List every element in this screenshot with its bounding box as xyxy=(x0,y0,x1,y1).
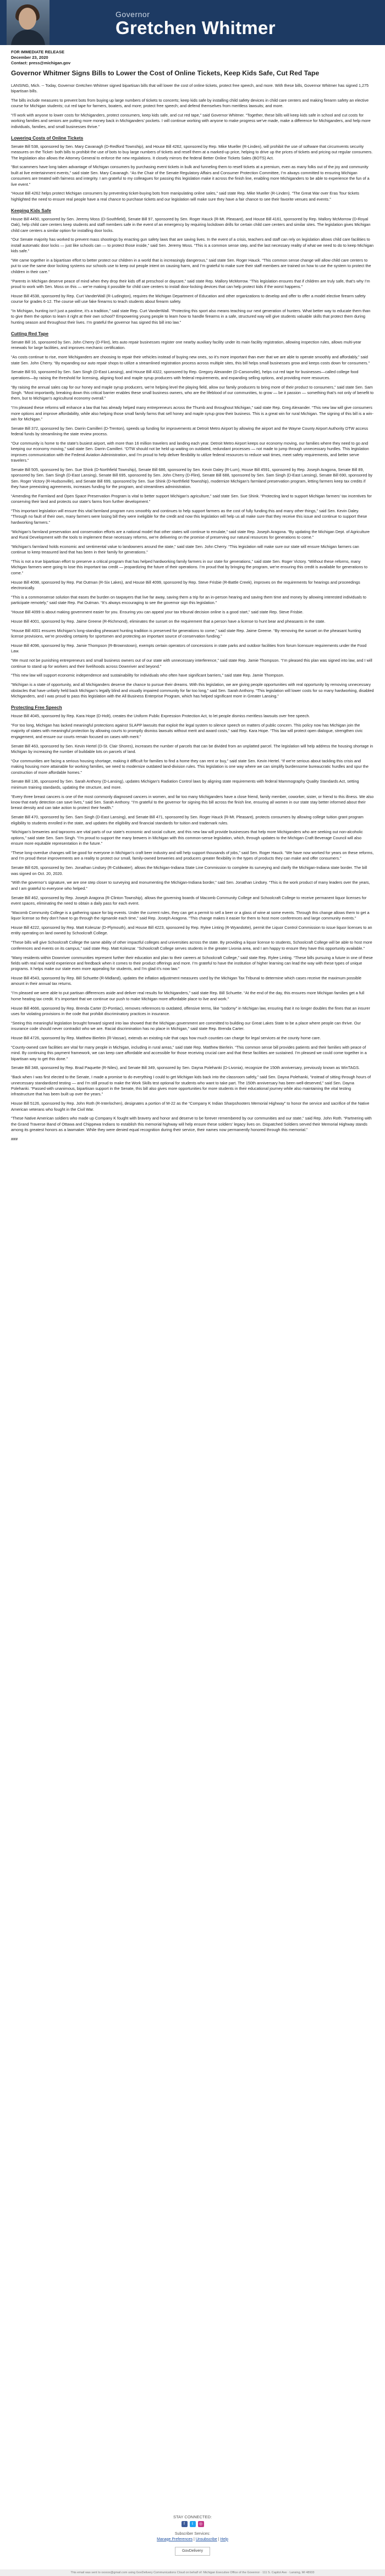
body-paragraph: “This new law will support economic independence and sustainability for individuals who often have significant barriers,” said state Rep. Jamie Thompson. xyxy=(11,673,284,678)
body-paragraph: “House Bill 4262 helps protect Michigan consumers by preventing ticket-buying bots from manipulating online sales,” said state Rep. Mike Mueller (R-Linden). “The Great War over Eras Tour tickets highlighted the need to ensure real people have a real chance to purchase tickets and our legislation will make sure they have a fair chance to see their favorite venues and events.” xyxy=(11,191,360,202)
body-paragraph: “Our community is home to the state’s busiest airport, with more than 16 million travelers and landing each year. Detroit Metro Airport keeps our economy moving, our families where they need to go and keeping our economy moving,” said state Sen. Darrin Camilleri. “DTW should not be held up waiting on outdated, redundant processes — not made to jump through unnecessary hurdles. This legislation improves communication with the Federal Aviation Administration, and I’m proud to help deliver flexibility to utilize federal resources to reduce wait times, meet safety requirements, and better serve travelers.” xyxy=(11,440,369,463)
body-paragraph: “These Native American soldiers who made up Company K fought with bravery and honor and deserve to be forever remembered by our communities and our state,” said Rep. John Roth. “Partnering with the Grand Traverse Band of Ottawa and Chippewa Indians to establish this memorial highway will help ensure these soldiers’ legacy lives on. Dispatched Soldiers served their Memorial Highway stands among its greatest honors as a lawmaker. While they were denied equal recognition during their service, their names now permanently honored through this memorial.” xyxy=(11,1116,372,1133)
body-paragraph: “In Michigan, hunting isn’t just a pastime, it’s a tradition,” said state Rep. Curt VanderWall. “Protecting this sport also means teaching our next generation of hunters. What better way to educate them than to give them the option to learn it right at their own school? Empowering young people to learn how to handle firearms in a safe, structured way will give students valuable skills that protect them during hunting season and throughout their lives. I’m grateful the governor has signed this bill into law.” xyxy=(11,308,371,325)
body-paragraph: House Bill 4538, sponsored by Rep. Curt VanderWall (R-Ludington), requires the Michigan Department of Education and other organizations to develop and offer to offer a model elective firearm safety course for grades 6-12. The course will use fake firearms to teach students about firearm safety. xyxy=(11,293,366,304)
header-title: Gretchen Whitmer xyxy=(116,18,276,38)
subscriber-services-label: Subscriber Services: xyxy=(174,2532,211,2536)
govdelivery-logo[interactable]: GovDelivery xyxy=(175,2547,210,2556)
body-paragraph: House Bill 4096, sponsored by Rep. Jamie Thompson (R-Brownstown), exempts certain operators of concessions in state parks and outdoor facilities from forum licensure requirements under the Food Law. xyxy=(11,643,367,654)
footer-disclaimer: This email was sent to xxxxxx@gmail.com using GovDelivery Communications Cloud on behalf of: Michigan Executive Office of the Governor · 111 S. Capitol Ave · Lansing, MI 48933 xyxy=(0,2569,385,2576)
body-paragraph: “This important legislation will ensure this vital farmland program runs smoothly and continues to help support farmers as the cost of fully funding this and many other things,” said Sen. Kevin Daley. “Through no fault of their own, many farmers were losing bill they were ineligible for the credit and now this legislation will help us all make sure that they receive this issue and continue to support these hardworking farmers.” xyxy=(11,508,367,525)
body-paragraph: House Bill 5126, sponsored by Rep. John Roth (R-Interlochen), designates a portion of M-22 as the “Company K Indian Sharpshooters Memorial Highway” to honor the service and sacrifice of the Native American veterans who fought in the Civil War. xyxy=(11,1101,370,1112)
body-paragraph: House Bill 4222, sponsored by Rep. Matt Koleszar (D-Plymouth), and House Bill 4223, sponsored by Rep. Rylee Linting (R-Wyandotte), permit the Liquor Control Commission to issue liquor licenses to an entity operating on land owned by Schoolcraft College. xyxy=(11,925,372,936)
sections xyxy=(11,135,374,1142)
instagram-icon[interactable]: ◎ xyxy=(198,2521,204,2527)
body-paragraph: “Parents in Michigan deserve peace of mind when they drop their kids off at preschool or daycare,” said state Rep. Mallory McMorrow. “This legislation ensures that if children are truly safe, that’s why I’m proud to work with Sen. Moss on this — we’re making it possible for child care centers to install door-locking devices that can help protect kids if the worst happens.” xyxy=(11,278,370,289)
body-paragraph: “Michigan’s breweries and taprooms are vital parts of our state’s economic and social culture, and this new law will provide businesses that help more Michiganders who are seeking out non-alcoholic options,” said state Sen. Sam Singh. “I’m proud to support the many brewers in Michigan with this common-sense legislation, which, through updates to the Michigan Craft Beverage Council will also ensure more equitable representation in the future.” xyxy=(11,829,363,846)
body-paragraph: “Michigan’s farmland preservation and conservation efforts are a national model that other states will continue to emulate,” said state Rep. Joseph Aragona. “By updating the Michigan Dept. of Agriculture and Rural Development with the tools to implement these necessary reforms, we’re delivering on the promise of preserving our natural resources for generations to come.” xyxy=(11,529,370,540)
body-paragraph: “Amending the Farmland and Open Space Preservation Program is vital to better support Michigan’s agriculture,” said state Sen. Sue Shink. “Protecting land to support Michigan farmers’ tax incentives for conserving their land and protects our state’s farms from further development.” xyxy=(11,493,372,505)
header-banner xyxy=(0,0,385,45)
body-paragraph: “Our Senate majority has worked to prevent mass shootings by enacting gun safety laws that are saving lives. In the event of a crisis, teachers and staff can rely on legislation allows child care facilities to install automatic door locks — just like schools can — to protect those inside,” said Sen. Jeremy Moss. “This is a common sense step, and the last necessary reality of what we need to do to keep Michigan kids safe.” xyxy=(11,237,374,254)
release-meta xyxy=(11,49,374,65)
body-paragraph: Senate Bill 463, sponsored by Sen. Kevin Hertel (D-St. Clair Shores), increases the number of parcels that can be divided from an unplatted parcel. The legislation will help address the housing shortage in Michigan by increasing the number of buildable lots on parcels of land. xyxy=(11,743,373,754)
body-paragraph: “We came together in a bipartisan effort to better protect our children in a world that is increasingly dangerous,” said state Sen. Roger Hauck. “This common sense change will allow child care centers to put to use the same door locking systems our schools use to keep out people intent on causing harm, and I’m grateful to make sure their staff members are trained on how to use the system to protect the children in their care.” xyxy=(11,258,371,274)
body-paragraph: “Every three breast cancers is one of the most commonly diagnosed cancers in women, and far too many Michiganders have a close friend, family member, coworker, sister, or friend to this illness. We also know that early detection can save lives,” said Sen. Sarah Anthony. “I’m grateful to the governor for signing this bill across the finish line, ensuring all women in our state stay better informed about their breast density and can take action to protect their health.” xyxy=(11,794,374,811)
body-paragraph: “Michigan’s farmland holds economic and sentimental value to landowners around the state,” said state Sen. John Cherry. “This legislation will make sure our state will ensure Michigan farmers can continue to keep treasured land that has been in their family for generations.” xyxy=(11,544,359,555)
intro xyxy=(11,83,374,130)
body-paragraph: “Seeing this meaningful legislation brought forward signed into law showed that the Michigan government are committed to building our Great Lakes State to be a place where people can thrive. Our insurance code should never contradict who we are. Racial discrimination has no place in Michigan,” said state Rep. Brenda Carter. xyxy=(11,1020,361,1032)
body-paragraph: House Bill 4543, sponsored by Rep. Bill Schuette (R-Midland), updates the inflation adjustment measures used by the Michigan Tax Tribunal to determine which cases receive the maximum possible amount in their annual tax returns. xyxy=(11,976,362,987)
release-date: December 23, 2020 xyxy=(11,54,48,60)
section-heading: Cutting Red Tape xyxy=(11,331,49,337)
body-paragraph: “Many residents within Downriver communities represent further their education and plan to their careers at Schoolcraft College,” said state Rep. Rylee Linting. “These bills pursuing a future in one of these fields with real real world experience and feedback when it comes to their product offerings and more. I’m grateful to have the institution of higher learning can lead the way with these types of unique programs. It helps make our state even more appealing for students, and I’m glad it’s now law.” xyxy=(11,955,373,972)
body-paragraph: “Macomb Community College is a gathering space for big events. Under the current rules, they can get a permit to sell a beer or a glass of wine at some events. Through this change allows them to get a liquor license so they don’t have to go through the rigmarole each time,” said Rep. Joseph Aragona. “This change makes it easier for them to host more conferences and large community events.” xyxy=(11,910,370,921)
help-link[interactable]: Help xyxy=(220,2537,228,2541)
body-paragraph: “I’m pleased these reforms will enhance a law that has already helped many entrepreneurs across the Thumb and throughout Michigan,” said state Rep. Greg Alexander. “This new law will give consumers more options and improve affordability, while also helping those small family farms that sell honey and maple syrup grow their business. This is a great win for rural Michigan. The signing of this bill is a win-win for Michigan.” xyxy=(11,405,373,422)
body-paragraph: “House Bill 4001 ensures Michigan’s long-standing pheasant hunting tradition is preserved for generations to come,” said state Rep. Jaime Greene. “By removing the sunset on the pheasant hunting license provisions, we’re providing certainty for sportsmen and protecting an important source of conservation funding.” xyxy=(11,628,361,639)
body-paragraph: ### xyxy=(11,1137,18,1142)
body-paragraph: House Bill 4666, sponsored by Rep. Brenda Carter (D-Pontiac), removes references to outdated, offensive terms, like “sodomy” in Michigan law, ensuring that it no longer doubles the fines that an insurer uses for violating provisions in the code that prohibit discriminatory practices in insurance. xyxy=(11,1005,370,1016)
body-paragraph: “I’m pleased we were able to put partisan differences aside and deliver real results for Michiganders,” said state Rep. Bill Schuette. “At the end of the day, this ensures more Michigan families get a full home heating tax credit. It’s important that we continue our push to make Michigan more affordable place to live and work.” xyxy=(11,990,365,1001)
body-paragraph: “As costs continue to rise, more Michiganders are choosing to repair their vehicles instead of buying new ones, so it’s more important than ever that we are able to operate smoothly and affordably,” said state Sen. John Cherry. “By expanding our auto repair shops to utilize a streamlined registration process across multiple sites, this bill helps small businesses grow and keeps costs down for consumers.” xyxy=(11,354,370,365)
body-paragraph: Senate Bill 348, sponsored by Rep. Brad Paquette (R-Niles), and Senate Bill 349, sponsored by Sen. Dayna Polehanki (D-Livonia), recognize the 150th anniversary, previously known as WinTAGS. xyxy=(11,1065,360,1071)
footer xyxy=(0,2514,385,2556)
body-paragraph: Senate Bill 93, sponsored by Sen. Sam Singh (D-East Lansing), and House Bill 4322, sponsored by Rep. Gregory Alexander (D-Carsonville), helps cut red tape for businesses—called college food operations—by raising the threshold for licensing, aligning food and maple syrup producers with federal requirements, and expanding selling options, and providing more resources. xyxy=(11,369,359,380)
body-paragraph: House Bill 4098, sponsored by Rep. Pat Outman (R-Six Lakes), and House Bill 4099, sponsored by Rep. Steve Frisbie (R-Battle Creek), improves on the requirements for hearings and proceedings electronically. xyxy=(11,579,360,590)
body-paragraph: “This is not a true bipartisan effort to preserve a critical program that has helped hardworking family farmers in our state for generations,” said state Sen. Roger Victory. “Without these reforms, many Michigan farmers were going to lose this important tax credit — jeopardizing the future of their operations. I’m proud that by bringing the program, we’re ensuring this credit is available for generations to come.” xyxy=(11,559,368,575)
section-heading: Protecting Free Speech xyxy=(11,705,62,711)
intro-paragraph: The bills include measures to prevent bots from buying up large numbers of tickets to concerts; keep kids safe by installing child safety devices in child care centers and making firearm safety an elective course for Michigan students; cut red tape for farmers, boaters, and more; protect free speech; and defend themselves from meritless lawsuits; and more. xyxy=(11,97,369,109)
facebook-icon[interactable]: f xyxy=(182,2521,188,2527)
governor-portrait xyxy=(7,0,50,45)
twitter-icon[interactable]: t xyxy=(190,2521,196,2527)
intro-paragraph: LANSING, Mich. -- Today, Governor Gretchen Whitmer signed bipartisan bills that will lower the cost of online tickets, protect free speech, and more. With these bills, Governor Whitmer has signed 1,275 bipartisan bills. xyxy=(11,82,369,93)
body-paragraph: House Bill 4001, sponsored by Rep. Jaime Greene (R-Richmond), eliminates the sunset on the requirement that a person have a license to hunt bear and pheasants in the state. xyxy=(11,618,326,624)
body-paragraph: “Michigan is a state of opportunity, and all Michiganders deserve the chance to pursue their dreams. With this legislation, we are giving people opportunities with real opportunity by removing unnecessary obstacles that have unfairly held back Michigan’s legally blind and visually impaired community for far too long,” said Sen. Sarah Anthony. “This legislation will lower costs for so many hardworking, disabled Michiganders, and I was proud to pass this legislation with the All Business Enterprise Program, which has helped significant more in Greater Lansing.” xyxy=(11,682,374,699)
body-paragraph: “We must not be punishing entrepreneurs and small business owners out of our state with unnecessary interference,” said state Rep. Jamie Thompson. “I’m pleased this plan was signed into law, and I will continue to stand up for workers and their livelihoods across Downriver and beyond.” xyxy=(11,658,372,669)
body-paragraph: Senate Bill 462, sponsored by Rep. Joseph Aragona (R-Clinton Township), allows the governing boards of Macomb Community College and Schoolcraft College to receive permanent liquor licenses for event spaces, eliminating the need to obtain a daily pass for each event. xyxy=(11,895,367,906)
manage-preferences-link[interactable]: Manage Preferences xyxy=(157,2537,193,2541)
release-label: FOR IMMEDIATE RELEASE xyxy=(11,49,64,54)
section-heading: Keeping Kids Safe xyxy=(11,208,51,214)
body-paragraph: “For too long, Michigan has lacked meaningful protections against SLAPP lawsuits that exploit the legal system to silence speech on matters of public concern. This policy now has Michigan join the majority of states with meaningful protection by allowing courts to promptly dismiss lawsuits without merit and award costs,” said Rep. Kara Hope. “This law will protect open dialogue, strengthen civic engagement, and ensure our courts remain focused on cases with merit.” xyxy=(11,723,363,739)
subscriber-links: Subscriber Services: Manage Preferences | Unsubscribe | Help xyxy=(0,2531,385,2542)
body-paragraph: Senate Bill 538, sponsored by Sen. Mary Cavanagh (D-Redford Township), and House Bill 4262, sponsored by Rep. Mike Mueller (R-Linden), will prohibit the use of software that circumvents security measures on the Ticket- both bills to prohibit the use of bots to buy large numbers of tickets and resell them at a marked-up price, helping to drive up the prices of tickets and pricing out regular consumers. The legislation also allows the Attorney General to enforce the new regulations. It closely mirrors the federal Better Online Tickets Sales (BOTS) Act. xyxy=(11,143,373,160)
header-subtitle: Governor xyxy=(116,10,150,19)
body-paragraph: “These bills will give Schoolcraft College the same ability of other impactful colleges and universities across the state. By providing a liquor license to students, Schoolcraft College will be able to host more conferences and events on its campus,” said state Rep. Matt Koleszar. “Schoolcraft College serves students in the greater Livonia area, and I am happy to ensure they have this opportunity available.” xyxy=(11,940,372,951)
body-paragraph: “Our communities are facing a serious housing shortage, making it difficult for families to find a home they can rent or buy,” said state Sen. Kevin Hertel. “If we’re serious about tackling this crisis and making housing more attainable for working families, we need to modernize outdated land-division rules. This legislation is one way where we can simplify burdensome bureaucratic hurdles and spur the construction of more affordable homes.” xyxy=(11,758,369,775)
body-paragraph: “With the governor’s signature, we are one step closer to surveying and monumenting the Michigan-Indiana border,” said Sen. Jonathan Lindsey. “This is the work product of many leaders over the years, and I am grateful to everyone who helped.” xyxy=(11,880,370,891)
unsubscribe-link[interactable]: Unsubscribe xyxy=(195,2537,217,2541)
body-paragraph: “Bot scammers have long taken advantage of Michigan consumers by purchasing event tickets in bulk and funneling them to resell tickets at a premium, even as many folks out of the joy and community built at live entertainment events,” said state Sen. Mary Cavanagh. “As the Chair of the Senate Regulatory Affairs and Consumer Protection Committee, I’m always committed to ensuring Michigan consumers are treated with fairness and integrity. I am grateful to my colleagues for passing this legislation make it across the finish line, enabling more Michiganders to be able to experience the fun of a live event.” xyxy=(11,164,370,187)
body-paragraph: “Back when I was first elected to the Senate, I made a promise to do everything I could to get Michigan kids back into the classroom safely,” said Sen. Dayna Polehanki, “instead of sitting through hours of unnecessary standardized testing — and I’m still proud to make the Work Skills test optional for students who want to take part. The 150th anniversary has been well-deserved,” said Sen. Dayna Polehanki. “Passed with unanimous, bipartisan support in the Senate, this bill also gives more opportunities for more students in their educational journey while also maintaining the vital testing infrastructure that has been built up over the years.” xyxy=(11,1074,371,1097)
release-contact: Contact: press@michigan.gov xyxy=(11,60,71,65)
body-paragraph: “By raising the annual sales cap for our honey and maple syrup producers, we’re helping level the playing field, allow our family producers to bring more of their product to consumers,” said state Sen. Sam Singh. “Most importantly, breaking down this critical barrier enables these small business owners, who are the lifeblood of our communities, to grow — be it passion — something that’s not only of benefit to them, but to Michigan’s agricultural economy overall.” xyxy=(11,384,374,401)
body-paragraph: “This is a commonsense solution that eases the burden on taxpayers that live far away, saving them a trip for an in-person hearing and saving them time and money by allowing interested individuals to participate remotely,” said state Rep. Pat Outman. “It’s always encouraging to see the governor sign this legislation.” xyxy=(11,594,366,606)
body-paragraph: House Bill 4726, sponsored by Rep. Matthew Bierlein (R-Vassar), extends an existing rule that caps how much counties can charge for legal services at the county home care. xyxy=(11,1035,321,1040)
body-paragraph: “County-owned care facilities are vital for many people in Michigan, including in rural areas,” said state Rep. Matthew Bierlein. “This common sense bill provides patients and their families with peace of mind. By continuing this payment framework, we can keep care affordable and accessible for those receiving crucial care and that these facilities are sustained. I’m pleased we could come together in a bipartisan way to get this done.” xyxy=(11,1044,367,1061)
email-body xyxy=(0,49,385,1146)
intro-paragraph: “I'll work with anyone to lower costs for Michiganders, protect consumers, keep kids safe, and cut red tape,” said Governor Whitmer. “Together, these bills will keep kids safe in school and cut costs for working families and seniors are putting more money back in Michiganders’ pockets. I will continue working with anyone to make progress we’ve made, make a difference for Michiganders, and help more individuals, families, and small businesses thrive.” xyxy=(11,113,371,129)
body-paragraph: Senate Bill 626, sponsored by Sen. Jonathan Lindsey (R-Coldwater), allows the Michigan-Indiana State Line Commission to complete its surveying and clarify the Michigan-Indiana state border. The bill was signed on Oct. 20, 2020. xyxy=(11,865,367,876)
body-paragraph: Senate Bill 470, sponsored by Sen. Sam Singh (D-East Lansing), and Senate Bill 471, sponsored by Sen. Roger Hauck (R-Mt. Pleasant), protects consumers by allowing college tuition grant program eligibility to students enrolled in the state, and updates the eligibility and financial standards for tuition and trademark rules. xyxy=(11,815,364,826)
body-paragraph: “House Bill 4099 is about making government easier for you. Ensuring you can appeal your tax tribunal decision online is a good start,” said state Rep. Steve Frisbie. xyxy=(11,610,304,615)
body-paragraph: Senate Bill 136, sponsored by Sen. Sarah Anthony (D-Lansing), updates Michigan’s Radiation Control laws by aligning state requirements with federal Mammography Quality Standards Act, setting minimum training standards, updating the structure, and more. xyxy=(11,779,359,790)
stay-connected-label: STAY CONNECTED: xyxy=(173,2514,212,2519)
body-paragraph: Senate Bill 372, sponsored by Sen. Darrin Camilleri (D-Trenton), speeds up funding for improvements at Detroit Metro Airport by allowing the airport and the Wayne County Airport Authority DTW access federal funds by streamlining the state review process. xyxy=(11,425,369,437)
body-paragraph: Senate Bill 16, sponsored by Sen. John Cherry (D-Flint), lets auto repair businesses register one nearby auxiliary facility under its main facility registration, allowing inspection rules, allows multi-year renewals for large facilities, and improves mechanic certification. xyxy=(11,339,361,351)
body-paragraph: House Bill 4450, sponsored by Sen. Jeremy Moss (D-Southfield), Senate Bill 97, sponsored by Sen. Roger Hauck (R-Mt. Pleasant), and House Bill 4161, sponsored by Rep. Mallory McMorrow (D-Royal Oak), help child care centers keep students and staff members safe in the event of an emergency by requiring lockdown drills for certain child care centers and similar sites. The legislation gives Michigan child care centers a similar option for installing door locks. xyxy=(11,216,371,233)
headline: Governor Whitmer Signs Bills to Lower the Cost of Online Tickets, Keep Kids Safe, Cut Red Tape xyxy=(11,69,320,77)
social-links xyxy=(0,2521,385,2527)
body-paragraph: House Bill 4045, sponsored by Rep. Kara Hope (D-Holt), creates the Uniform Public Expression Protection Act, to let people dismiss meritless lawsuits over free speech. xyxy=(11,713,310,719)
body-paragraph: “These long-overdue changes will be good for everyone in Michigan’s craft beer industry and will help support thousands of jobs,” said Sen. Roger Hauck. “We have now worked for years on these reforms, and I’m proud these improvements are a reality to protect our small, family-owned breweries and producers greater flexibility in the types of products they can make and offer consumers.” xyxy=(11,850,374,861)
body-paragraph: Senate Bill 505, sponsored by Sen. Sue Shink (D-Northfield Township), Senate Bill 686, sponsored by Sen. Kevin Daley (R-Lum), House Bill 4591, sponsored by Rep. Joseph Aragona, Senate Bill 89, sponsored by Sen. Sam Singh (D-East Lansing), Senate Bill 695, sponsored by Sen. John Cherry (D-Flint), Senate Bill 688, sponsored by Sen. Sam Singh (D-East Lansing), Senate Bill 690, sponsored by Sen. Roger Victory (R-Hudsonville), and Senate Bill 699, sponsored by Sen. Sue Shink (D-Northfield Township), modernize Michigan’s farmland preservation program, letting farmers keep tax credits if they have preexisting agreements, increases funding for the program, and streamlines administration. xyxy=(11,467,373,489)
section-heading: Lowering Costs of Online Tickets xyxy=(11,135,84,141)
